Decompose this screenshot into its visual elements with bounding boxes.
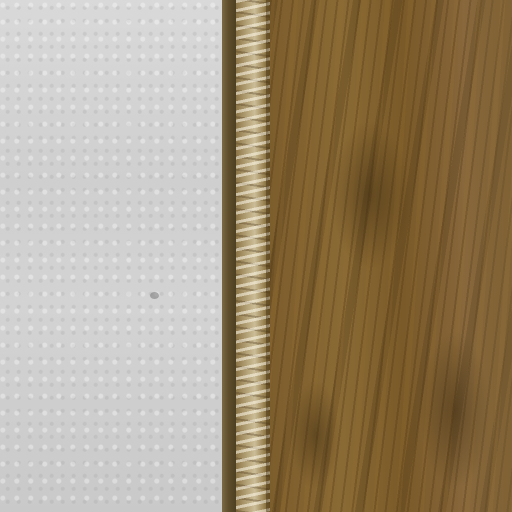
textured-white-wall <box>0 0 224 512</box>
wood-grain-dark-patch <box>330 120 410 270</box>
wall-speck <box>150 292 159 299</box>
wood-grain-dark-patch <box>290 380 340 490</box>
dark-gap <box>222 0 236 512</box>
chipped-board-edge <box>236 0 270 512</box>
wood-highlight <box>455 0 512 512</box>
